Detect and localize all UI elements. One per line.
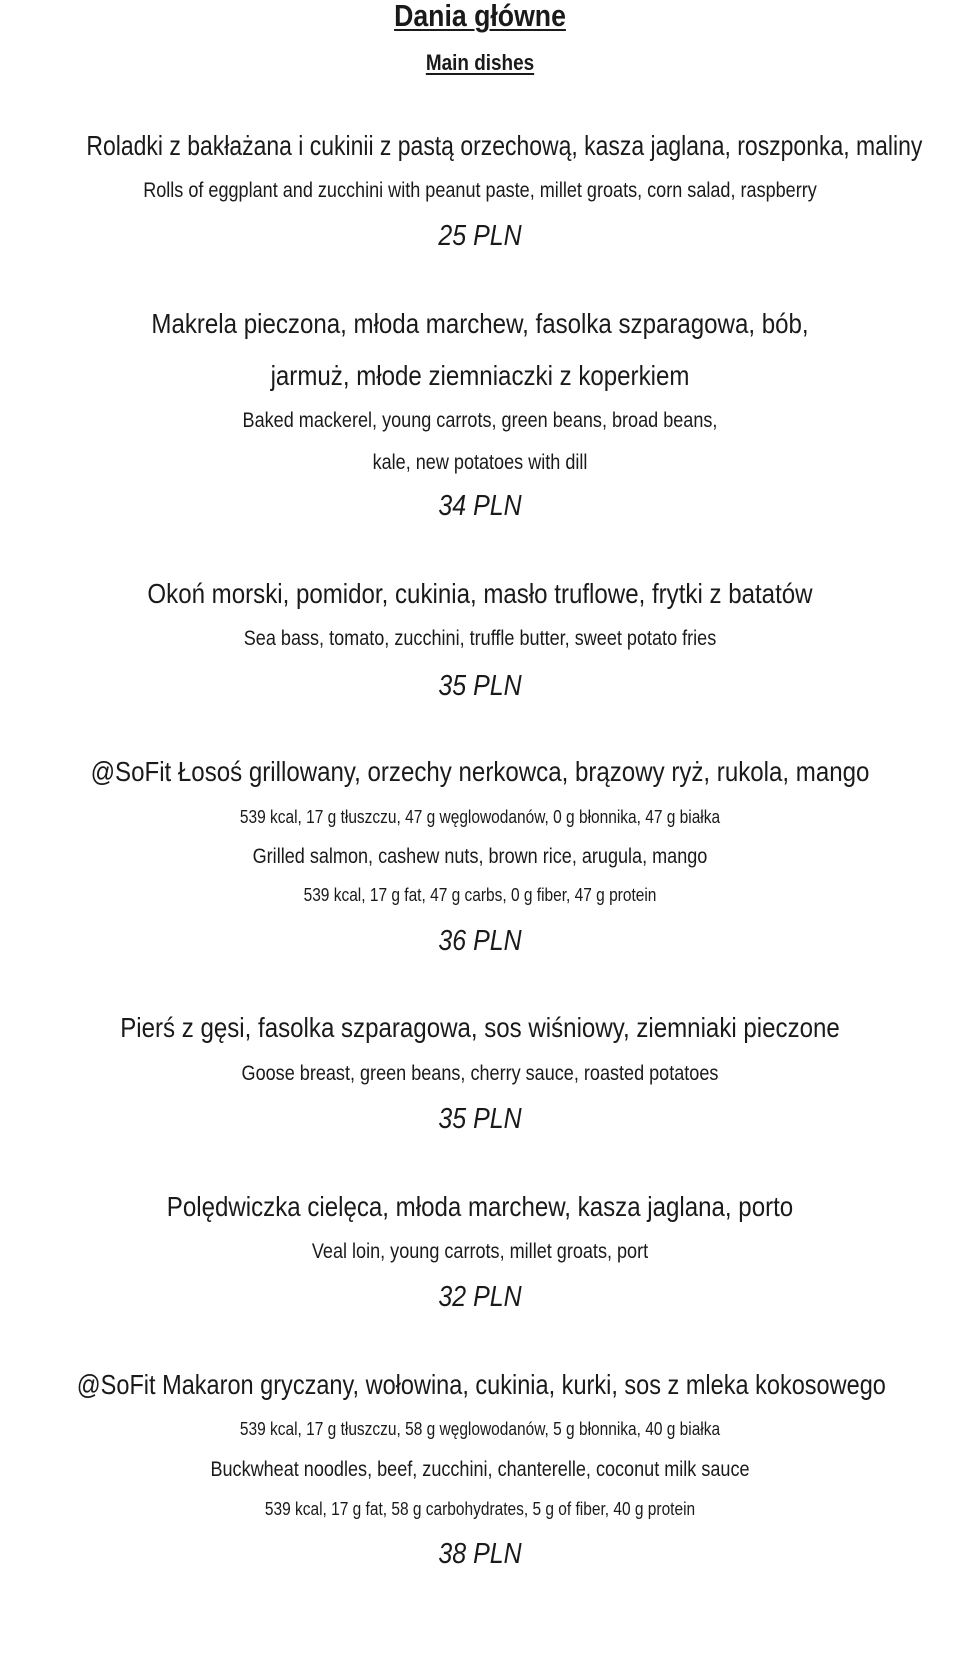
nutrition-en: 539 kcal, 17 g fat, 47 g carbs, 0 g fiber, 47 g protein — [303, 885, 657, 905]
dish-name-pl: Pierś z gęsi, fasolka szparagowa, sos wiśniowy, ziemniaki pieczone — [120, 1012, 840, 1043]
dish-price: 25 PLN — [438, 220, 522, 252]
dish-price: 35 PLN — [438, 670, 522, 702]
dish-price: 32 PLN — [438, 1281, 522, 1313]
dish-name-en: kale, new potatoes with dill — [372, 451, 588, 474]
dish-price: 36 PLN — [438, 925, 522, 957]
dish-name-pl: Makrela pieczona, młoda marchew, fasolka szparagowa, bób, — [151, 308, 809, 339]
dish-name-pl: @SoFit Makaron gryczany, wołowina, cukinia, kurki, sos z mleka kokosowego — [76, 1369, 886, 1400]
dish-name-en: Baked mackerel, young carrots, green beans, broad beans, — [242, 409, 718, 432]
dish-name-en: Veal loin, young carrots, millet groats, port — [311, 1240, 649, 1263]
page-subtitle: Main dishes — [425, 50, 535, 75]
dish-name-pl: Okoń morski, pomidor, cukinia, masło truflowe, frytki z batatów — [147, 578, 813, 609]
dish-name-pl: jarmuż, młode ziemniaczki z koperkiem — [270, 360, 690, 391]
dish-price: 35 PLN — [438, 1103, 522, 1135]
dish-price: 38 PLN — [438, 1538, 522, 1570]
dish-name-pl: Roladki z bakłażana i cukinii z pastą orzechową, kasza jaglana, roszponka, maliny — [86, 130, 923, 161]
dish-name-en: Rolls of eggplant and zucchini with peanut paste, millet groats, corn salad, raspberry — [143, 179, 817, 202]
dish-name-en: Buckwheat noodles, beef, zucchini, chanterelle, coconut milk sauce — [210, 1458, 750, 1481]
dish-price: 34 PLN — [438, 490, 522, 522]
dish-name-pl: @SoFit Łosoś grillowany, orzechy nerkowca, brązowy ryż, rukola, mango — [90, 756, 870, 787]
nutrition-pl: 539 kcal, 17 g tłuszczu, 58 g węglowodanów, 5 g błonnika, 40 g białka — [239, 1419, 721, 1439]
page-title: Dania główne — [394, 0, 566, 33]
dish-name-en: Goose breast, green beans, cherry sauce, roasted potatoes — [241, 1062, 719, 1085]
dish-name-en: Grilled salmon, cashew nuts, brown rice, arugula, mango — [252, 845, 708, 868]
nutrition-en: 539 kcal, 17 g fat, 58 g carbohydrates, 5 g of fiber, 40 g protein — [264, 1499, 696, 1519]
dish-name-en: Sea bass, tomato, zucchini, truffle butter, sweet potato fries — [243, 627, 717, 650]
dish-name-pl: Polędwiczka cielęca, młoda marchew, kasza jaglana, porto — [166, 1191, 794, 1222]
nutrition-pl: 539 kcal, 17 g tłuszczu, 47 g węglowodanów, 0 g błonnika, 47 g białka — [239, 807, 721, 827]
